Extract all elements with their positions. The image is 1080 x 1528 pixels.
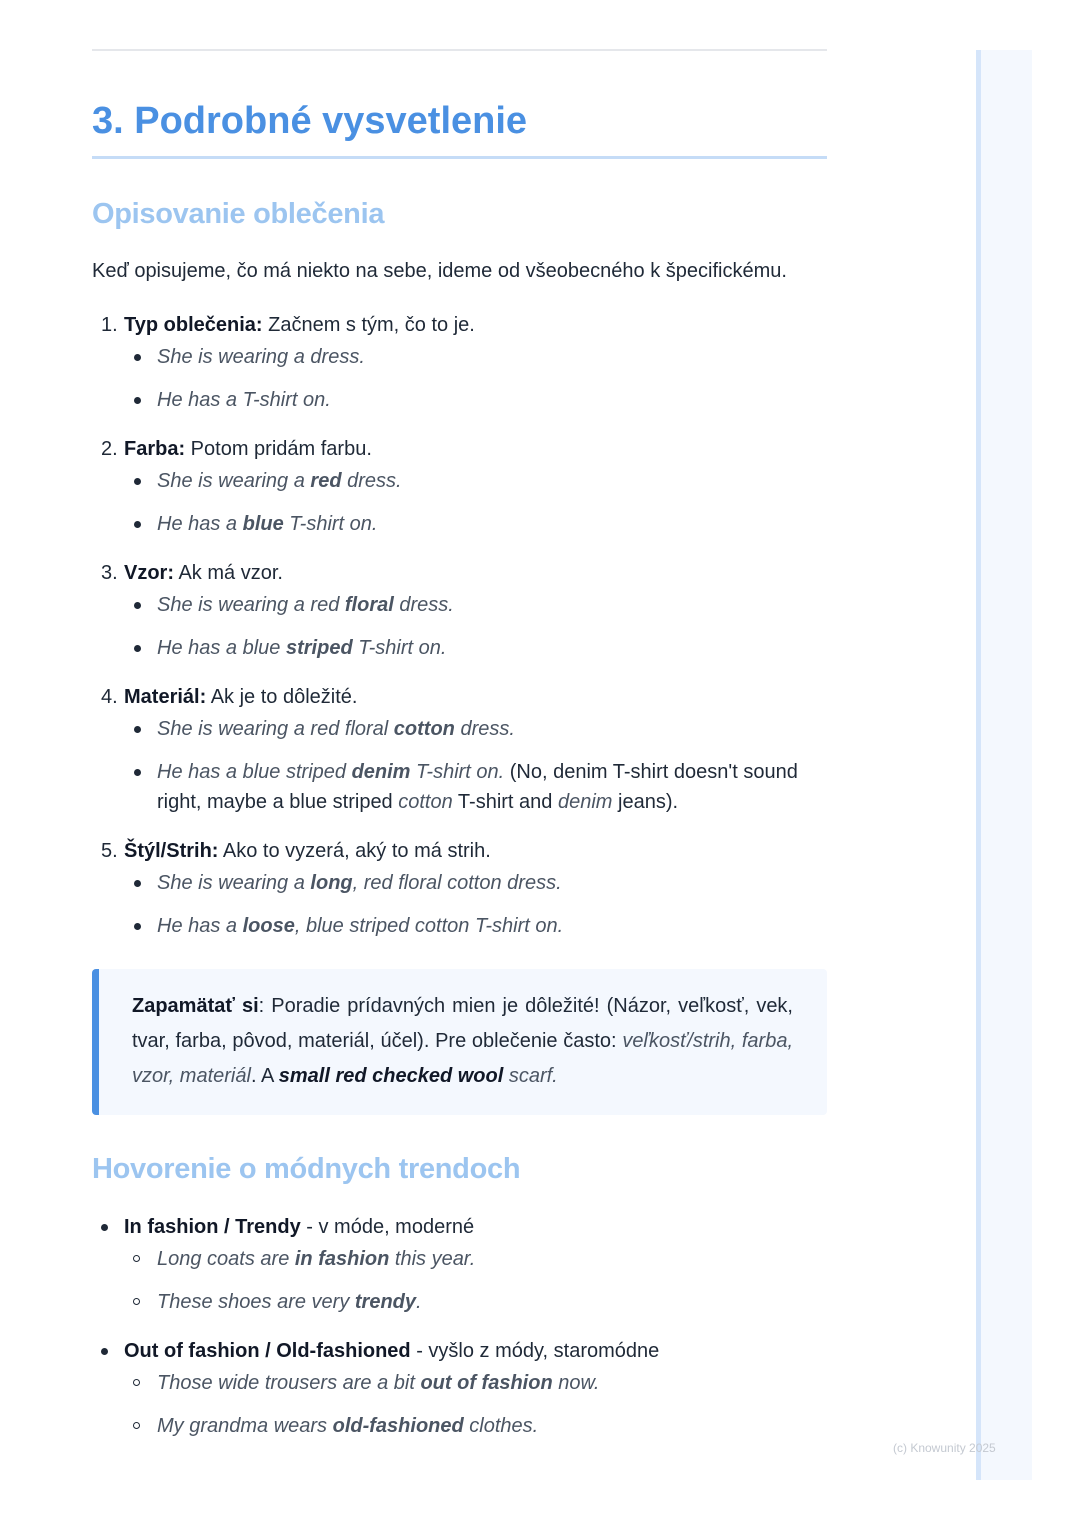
example-text: T-shirt on.	[283, 513, 378, 535]
step-label: Farba:	[124, 438, 186, 460]
step-text: Ak má vzor.	[174, 562, 283, 584]
example-keyword: old-fashioned	[332, 1415, 464, 1437]
example-keyword: denim	[351, 761, 411, 783]
example-keyword: out of fashion	[420, 1372, 553, 1394]
bullet-icon	[134, 880, 141, 887]
example-text: These shoes are very	[157, 1291, 355, 1313]
example-text: denim	[557, 791, 613, 813]
example-text: He has a blue	[157, 637, 286, 659]
example-keyword: long	[310, 872, 353, 894]
example-text: She is wearing a	[157, 872, 311, 894]
bullet-icon	[134, 397, 141, 404]
remember-callout	[92, 969, 827, 1115]
example-item	[124, 714, 827, 744]
callout-order: veľkosť/strih, farba, vzor, materiál	[132, 1030, 794, 1087]
example-text: clothes.	[463, 1415, 539, 1437]
example-item	[124, 590, 827, 620]
circle-bullet-icon	[133, 1255, 140, 1262]
example-item	[124, 911, 827, 941]
example-item	[124, 868, 827, 898]
callout-text: : Poradie prídavných mien je dôležité! (Názor, veľkosť, vek, tvar, farba, pôvod, materiál, účel). Pre oblečenie často:	[132, 995, 793, 1052]
example-item	[124, 1411, 827, 1441]
step-item	[92, 682, 827, 817]
example-item	[124, 509, 827, 539]
bullet-icon	[134, 478, 141, 485]
term-item	[92, 1212, 827, 1317]
bullet-icon	[134, 354, 141, 361]
step-text: Potom pridám farbu.	[185, 438, 372, 460]
circle-bullet-icon	[133, 1379, 140, 1386]
example-text: My grandma wears	[157, 1415, 333, 1437]
circle-bullet-icon	[133, 1298, 140, 1305]
example-list	[124, 1244, 827, 1317]
example-text: She is wearing a	[157, 470, 311, 492]
term-item	[92, 1336, 827, 1441]
bullet-icon	[134, 521, 141, 528]
example-text: , blue striped cotton T-shirt on.	[294, 915, 564, 937]
bullet-icon	[134, 645, 141, 652]
step-item	[92, 434, 827, 539]
example-comment: (No, denim T-shirt doesn't sound right, maybe a blue striped	[157, 761, 798, 813]
term-text: - vyšlo z módy, staromódne	[410, 1340, 660, 1362]
side-panel-bar	[976, 50, 981, 1480]
bullet-icon	[101, 1224, 108, 1231]
example-text: She is wearing a red floral	[157, 718, 394, 740]
example-comment: T-shirt and	[452, 791, 558, 813]
example-item	[124, 1244, 827, 1274]
example-text: He has a	[157, 915, 243, 937]
section-intro: Keď opisujeme, čo má niekto na sebe, ideme od všeobecného k špecifickému.	[92, 260, 787, 282]
example-text: dress.	[454, 718, 515, 740]
example-text: He has a blue striped	[157, 761, 352, 783]
example-list	[124, 1368, 827, 1441]
example-item	[124, 385, 827, 415]
side-panel	[976, 50, 1032, 1480]
example-keyword: blue	[242, 513, 284, 535]
step-number: 5.	[101, 840, 118, 862]
example-keyword: red	[310, 470, 342, 492]
step-label: Materiál:	[124, 686, 207, 708]
step-number: 3.	[101, 562, 118, 584]
step-item	[92, 558, 827, 663]
circle-bullet-icon	[133, 1422, 140, 1429]
step-text: Ak je to dôležité.	[206, 686, 358, 708]
example-keyword: trendy	[354, 1291, 416, 1313]
page-title: 3. Podrobné vysvetlenie	[92, 96, 827, 159]
example-text: cotton	[398, 791, 453, 813]
step-item	[92, 310, 827, 415]
example-keyword: in fashion	[294, 1248, 390, 1270]
step-label: Štýl/Strih:	[124, 840, 219, 862]
example-text: T-shirt on.	[410, 761, 505, 783]
example-text: Those wide trousers are a bit	[157, 1372, 421, 1394]
section-title-clothing: Opisovanie oblečenia	[92, 198, 385, 230]
example-text: She is wearing a dress.	[157, 346, 365, 368]
example-item	[124, 342, 827, 372]
example-text: dress.	[393, 594, 454, 616]
step-number: 2.	[101, 438, 118, 460]
example-keyword: loose	[242, 915, 295, 937]
step-label: Typ oblečenia:	[124, 314, 263, 336]
term-label: Out of fashion / Old-fashioned	[124, 1340, 411, 1362]
example-item	[124, 757, 827, 817]
example-item	[124, 1368, 827, 1398]
example-text: He has a T-shirt on.	[157, 389, 331, 411]
example-comment: jeans).	[612, 791, 679, 813]
bullet-icon	[134, 602, 141, 609]
example-text: .	[416, 1291, 422, 1313]
example-list	[124, 466, 827, 539]
step-number: 1.	[101, 314, 118, 336]
step-text: Ako to vyzerá, aký to má strih.	[218, 840, 491, 862]
example-keyword: cotton	[393, 718, 455, 740]
example-text: dress.	[341, 470, 402, 492]
example-text: Long coats are	[157, 1248, 295, 1270]
callout-label: Zapamätať si	[132, 995, 259, 1017]
example-item	[124, 633, 827, 663]
callout-a: . A	[250, 1065, 279, 1087]
step-text: Začnem s tým, čo to je.	[262, 314, 475, 336]
top-divider	[92, 49, 827, 51]
example-text: now.	[552, 1372, 600, 1394]
example-item	[124, 1287, 827, 1317]
example-text: this year.	[389, 1248, 476, 1270]
bullet-icon	[134, 769, 141, 776]
example-keyword: floral	[344, 594, 394, 616]
example-text: T-shirt on.	[352, 637, 447, 659]
example-text: He has a	[157, 513, 243, 535]
bullet-icon	[134, 726, 141, 733]
step-label: Vzor:	[124, 562, 174, 584]
example-item	[124, 466, 827, 496]
example-text: , red floral cotton dress.	[352, 872, 562, 894]
term-text: - v móde, moderné	[300, 1216, 475, 1238]
example-list	[124, 590, 827, 663]
step-item	[92, 836, 827, 941]
callout-example-bold: small red checked wool	[278, 1065, 504, 1087]
example-text: She is wearing a red	[157, 594, 345, 616]
example-list	[124, 342, 827, 415]
steps-list	[92, 310, 827, 941]
term-label: In fashion / Trendy	[124, 1216, 301, 1238]
step-number: 4.	[101, 686, 118, 708]
page-content	[92, 96, 827, 1460]
bullet-icon	[134, 923, 141, 930]
callout-example-end: scarf.	[503, 1065, 558, 1087]
watermark: (c) Knowunity 2025	[893, 1441, 996, 1455]
example-list	[124, 714, 827, 817]
example-list	[124, 868, 827, 941]
bullet-icon	[101, 1348, 108, 1355]
example-keyword: striped	[285, 637, 353, 659]
terms-list	[92, 1212, 827, 1441]
section-title-trends: Hovorenie o módnych trendoch	[92, 1153, 521, 1185]
